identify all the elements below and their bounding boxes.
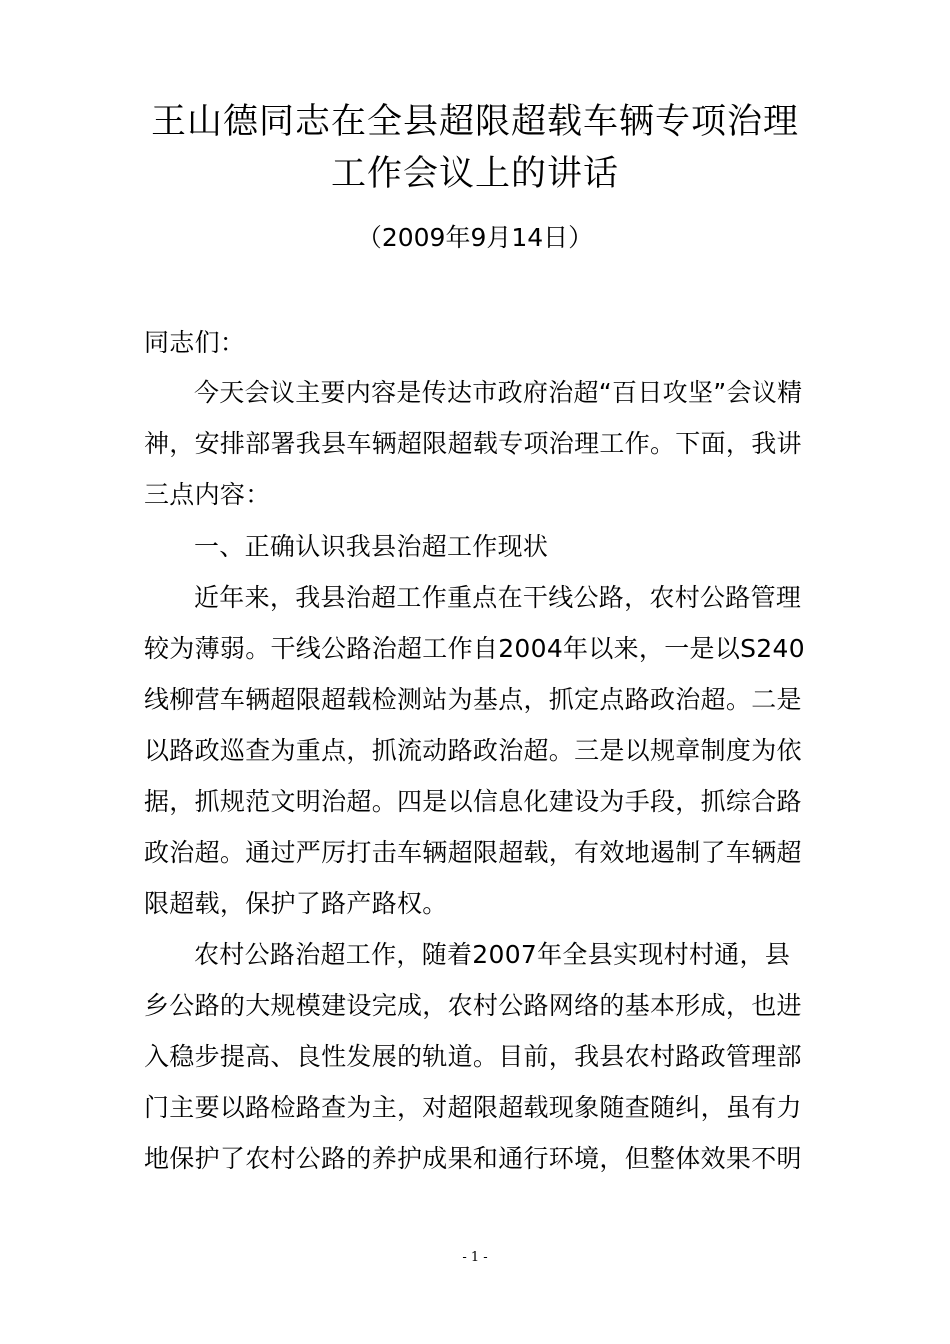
page-number: - 1 - [462,1250,488,1265]
section-heading-1: 一、正确认识我县治超工作现状 [194,532,549,561]
paragraph-trunk-roads: 近年来，我县治超工作重点在干线公路，农村公路管理较为薄弱。干线公路治超工作自2004年以来，一是以S240线柳营车辆超限超载检测站为基点，抓定点路政治超。二是以路政巡查为重点，抓流动路政治超。三是以规章制度为依据，抓规范文明治超。四是以信息化建设为手段，抓综合路政治超。通过严厉打击车辆超限超载，有效地遏制了车辆超限超载，保护了路产路权。 [144,583,805,918]
document-title-line-2: 工作会议上的讲话 [330,154,619,194]
document-title-line-1: 王山德同志在全县超限超载车辆专项治理 [150,102,799,142]
paragraph-introduction: 今天会议主要内容是传达市政府治超“百日攻坚”会议精神，安排部署我县车辆超限超载专项治理工作。下面，我讲三点内容： [144,378,803,509]
salutation: 同志们： [144,328,246,357]
paragraph-rural-roads: 农村公路治超工作，随着2007年全县实现村村通，县乡公路的大规模建设完成，农村公路网络的基本形成，也进入稳步提高、良性发展的轨道。目前，我县农村路政管理部门主要以路检路查为主，对超限超载现象随查随纠，虽有力地保护了农村公路的养护成果和通行环境，但整体效果不明 [144,940,802,1173]
speech-date: （2009年9月14日） [356,223,594,252]
